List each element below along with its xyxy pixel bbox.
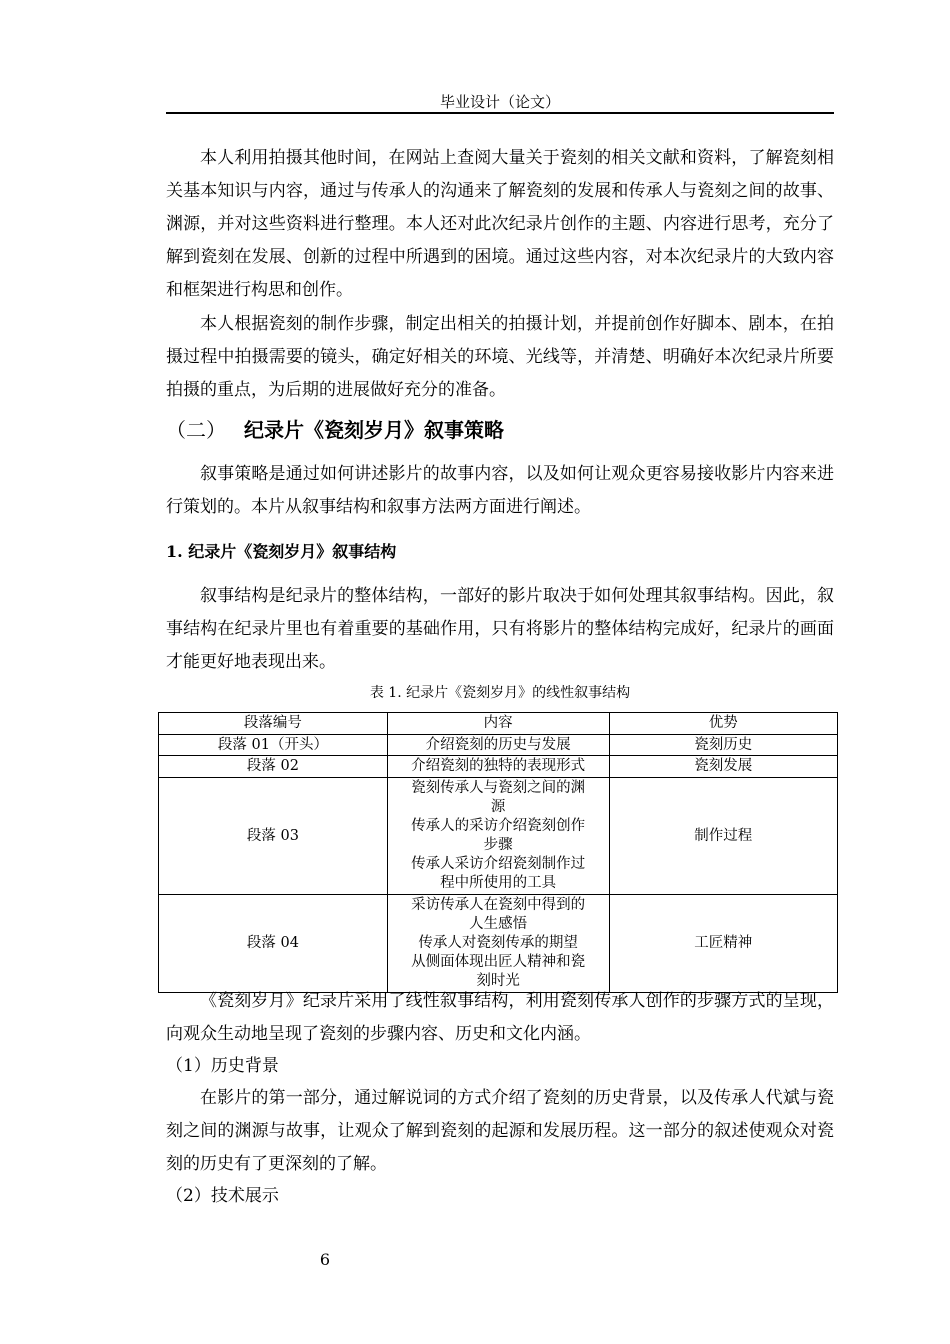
table-cell-content: 介绍瓷刻的独特的表现形式 bbox=[387, 756, 609, 778]
content-line: 传承人采访介绍瓷刻制作过 bbox=[411, 856, 586, 872]
page-number: 6 bbox=[319, 1250, 331, 1269]
table-cell-advantage: 瓷刻历史 bbox=[609, 735, 838, 756]
table-row bbox=[159, 756, 838, 778]
content-line: 步骤 bbox=[483, 837, 513, 853]
table-caption: 表 1. 纪录片《瓷刻岁月》的线性叙事结构 bbox=[369, 685, 631, 701]
paragraph-strategy: 叙事策略是通过如何讲述影片的故事内容，以及如何让观众更容易接收影片内容来进行策划的。本片从叙事结构和叙事方法两方面进行阐述。 bbox=[166, 464, 834, 517]
table-row bbox=[159, 735, 838, 756]
table-cell-content: 介绍瓷刻的历史与发展 bbox=[387, 735, 609, 756]
table-header-cell: 段落编号 bbox=[159, 713, 388, 735]
content-line: 采访传承人在瓷刻中得到的 bbox=[411, 897, 586, 913]
subsection-heading: 1. 纪录片《瓷刻岁月》叙事结构 bbox=[166, 542, 397, 561]
content-line: 传承人对瓷刻传承的期望 bbox=[418, 935, 578, 951]
content-line: 从侧面体现出匠人精神和瓷 bbox=[411, 954, 586, 970]
paragraph-history: 在影片的第一部分，通过解说词的方式介绍了瓷刻的历史背景，以及传承人代斌与瓷刻之间的渊源与故事，让观众了解到瓷刻的起源和发展历程。这一部分的叙述使观众对瓷刻的历史有了更深刻的了解。 bbox=[166, 1088, 834, 1174]
content-line: 程中所使用的工具 bbox=[440, 875, 557, 891]
content-line: 人生感悟 bbox=[469, 916, 528, 932]
section-title: 纪录片《瓷刻岁月》叙事策略 bbox=[244, 418, 504, 442]
subhead-technique: （2）技术展示 bbox=[166, 1186, 279, 1206]
table-cell-segment: 段落 04 bbox=[159, 895, 388, 993]
table-row bbox=[159, 778, 838, 895]
table-header-row bbox=[159, 713, 838, 735]
table-cell-segment: 段落 02 bbox=[159, 756, 388, 778]
content-line: 源 bbox=[490, 799, 506, 815]
narrative-structure-table bbox=[158, 712, 838, 993]
table-header-cell: 内容 bbox=[387, 713, 609, 735]
paragraph-linear: 《瓷刻岁月》纪录片采用了线性叙事结构，利用瓷刻传承人创作的步骤方式的呈现，向观众生动地呈现了瓷刻的步骤内容、历史和文化内涵。 bbox=[166, 991, 834, 1044]
paragraph-planning: 本人根据瓷刻的制作步骤，制定出相关的拍摄计划，并提前创作好脚本、剧本，在拍摄过程中拍摄需要的镜头，确定好相关的环境、光线等，并清楚、明确好本次纪录片所要拍摄的重点，为后期的进展做好充分的准备。 bbox=[166, 314, 834, 400]
content-line: 传承人的采访介绍瓷刻创作 bbox=[411, 818, 586, 834]
table-cell-advantage: 瓷刻发展 bbox=[609, 756, 838, 778]
table-cell-advantage: 制作过程 bbox=[609, 778, 838, 895]
table-cell-segment: 段落 03 bbox=[159, 778, 388, 895]
table-cell-content bbox=[387, 778, 609, 895]
paragraph-research: 本人利用拍摄其他时间，在网站上查阅大量关于瓷刻的相关文献和资料，了解瓷刻相关基本知识与内容，通过与传承人的沟通来了解瓷刻的发展和传承人与瓷刻之间的故事、渊源，并对这些资料进行整理。本人还对此次纪录片创作的主题、内容进行思考，充分了解到瓷刻在发展、创新的过程中所遇到的困境。通过这些内容，对本次纪录片的大致内容和框架进行构思和创作。 bbox=[166, 148, 834, 300]
header-rule bbox=[166, 112, 834, 114]
table-header-cell: 优势 bbox=[609, 713, 838, 735]
content-line: 瓷刻传承人与瓷刻之间的渊 bbox=[411, 780, 586, 796]
table-cell-advantage: 工匠精神 bbox=[609, 895, 838, 993]
table-cell-segment: 段落 01（开头） bbox=[159, 735, 388, 756]
page-header: 毕业设计（论文） bbox=[439, 93, 560, 111]
section-heading bbox=[166, 416, 834, 444]
table-row bbox=[159, 895, 838, 993]
paragraph-structure: 叙事结构是纪录片的整体结构，一部好的影片取决于如何处理其叙事结构。因此，叙事结构在纪录片里也有着重要的基础作用，只有将影片的整体结构完成好，纪录片的画面才能更好地表现出来。 bbox=[166, 586, 834, 672]
table-cell-content bbox=[387, 895, 609, 993]
section-number: （二） bbox=[166, 418, 226, 442]
subhead-history: （1）历史背景 bbox=[166, 1056, 279, 1076]
content-line: 刻时光 bbox=[476, 973, 520, 989]
